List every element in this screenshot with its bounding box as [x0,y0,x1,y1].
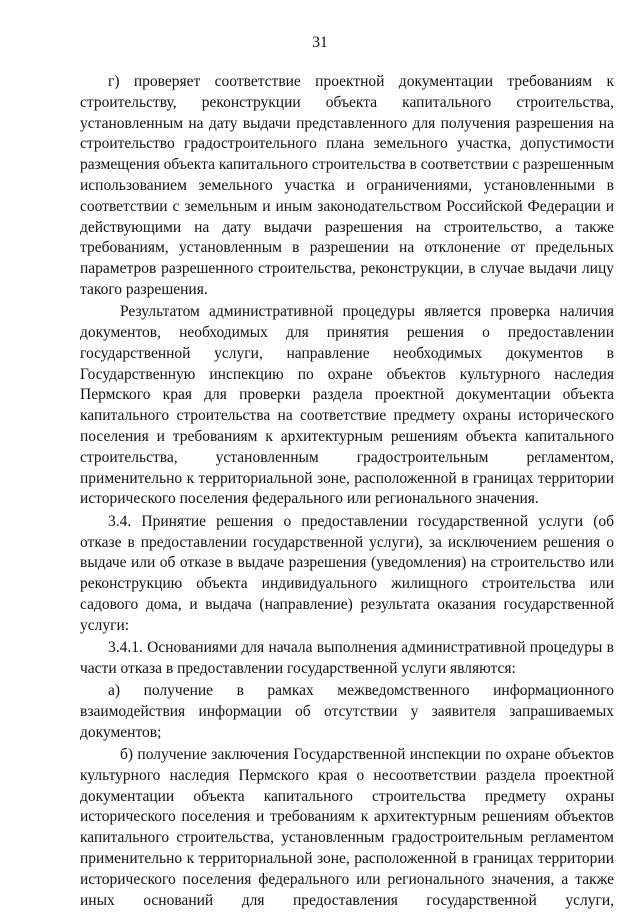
document-body [80,72,614,913]
paragraph-b-inspection-conclusion: б) получение заключения Государственной инспекции по охране объектов культурного наследия Пермского края о несоответствии раздела проектной документации объекта капитального строительства предмету охраны исторического поселения и требованиям к архитектурным решениям объектов капитального строительства, установленным градостроительным регламентом применительно к территориальной зоне, расположенной в границах территории исторического поселения федерального или регионального значения, а также иных оснований для предоставления государственной услуги, [80,746,614,909]
paragraph-procedure-result: Результатом административной процедуры является проверка наличия документов, необходимых для принятия решения о предоставлении государственной услуги, направление необходимых документов в Государственную инспекцию по охране объектов культурного наследия Пермского края для проверки раздела проектной документации объекта капитального строительства на соответствие предмету охраны исторического поселения и требованиям к архитектурным решениям объекта капитального строительства, установленным градостроительным регламентом, применительно к территориальной зоне, расположенной в границах территории исторического поселения федерального или регионального значения. [80,303,614,508]
paragraph-3-4-decision: 3.4. Принятие решения о предоставлении государственной услуги (об отказе в предоставлении государственной услуги), за исключением решения о выдаче или об отказе в выдаче разрешения (уведомления) на строительство или реконструкцию объекта индивидуального жилищного строительства или садового дома, и выдача (направление) результата оказания государственной услуги: [80,512,614,634]
page-number: 31 [312,34,328,51]
paragraph-g-check-project-docs: г) проверяет соответствие проектной документации требованиям к строительству, реконструкции объекта капитального строительства, установленным на дату выдачи представленного для получения разрешения на строительство градостроительного плана земельного участка, допустимости размещения объекта капитального строительства в соответствии с разрешенным использованием земельного участка и ограничениями, установленными в соответствии с земельным и иным законодательством Российской Федерации и действующими на дату выдачи разрешения на строительство, а также требованиям, установленным в разрешении на отклонение от предельных параметров разрешенного строительства, реконструкции, в случае выдачи лицу такого разрешения. [80,73,614,298]
paragraph-3-4-1-grounds: 3.4.1. Основаниями для начала выполнения административной процедуры в части отказа в предоставлении государственной услуги являются: [80,639,614,677]
paragraph-a-no-documents: а) получение в рамках межведомственного информационного взаимодействия информации об отсутствии у заявителя запрашиваемых документов; [80,682,614,741]
